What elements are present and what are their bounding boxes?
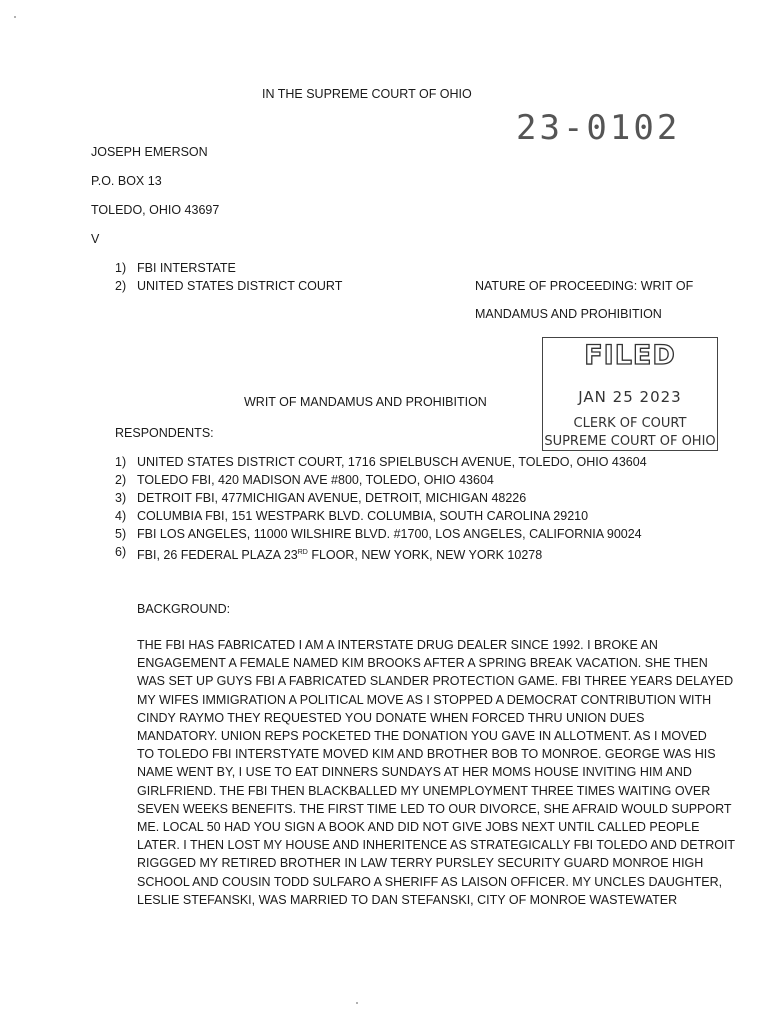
respondent-text: FBI, 26 FEDERAL PLAZA 23 (137, 548, 298, 563)
filed-stamp-clerk: CLERK OF COURT (573, 416, 687, 431)
paragraph-line: GIRLFRIEND. THE FBI THEN BLACKBALLED MY UNEMPLOYMENT THREE TIMES WAITING OVER (137, 783, 711, 798)
petitioner-address-line1: P.O. BOX 13 (91, 174, 162, 188)
nature-of-proceeding-line1: NATURE OF PROCEEDING: WRIT OF (475, 279, 694, 293)
respondent-text: FLOOR, NEW YORK, NEW YORK 10278 (307, 548, 543, 563)
respondents-label: RESPONDENTS: (115, 426, 214, 440)
paragraph-line: ENGAGEMENT A FEMALE NAMED KIM BROOKS AFTER A SPRING BREAK VACATION. SHE THEN (137, 656, 708, 671)
respondent-superscript: RD (297, 549, 308, 556)
respondent-number: 3) (115, 491, 127, 505)
background-paragraph (137, 636, 736, 909)
respondent-number: 5) (115, 527, 127, 541)
versus-label: V (91, 232, 100, 246)
respondent-item: UNITED STATES DISTRICT COURT, 1716 SPIELBUSCH AVENUE, TOLEDO, OHIO 43604 (137, 455, 647, 469)
respondent-item (137, 545, 542, 563)
paragraph-line: SCHOOL AND COUSIN TODD SULFARO A SHERIFF AS LAISON OFFICER. MY UNCLES DAUGHTER, (137, 874, 723, 889)
paragraph-line: LESLIE STEFANSKI, WAS MARRIED TO DAN STEFANSKI, CITY OF MONROE WASTEWATER (137, 892, 678, 907)
paragraph-line: TO TOLEDO FBI INTERSTYATE MOVED KIM AND BROTHER BOB TO MONROE. GEORGE WAS HIS (137, 747, 716, 762)
respondent-number: 1) (115, 455, 127, 469)
paragraph-line: LATER. I THEN LOST MY HOUSE AND INHERITENCE AS STRATEGICALLY FBI TOLEDO AND DETROIT (137, 838, 736, 853)
respondent-item: TOLEDO FBI, 420 MADISON AVE #800, TOLEDO, OHIO 43604 (137, 473, 494, 487)
defendant-number: 1) (115, 261, 127, 275)
defendant-item: FBI INTERSTATE (137, 261, 236, 275)
scan-speck (356, 1002, 358, 1004)
respondent-number: 6) (115, 545, 127, 559)
paragraph-line: WAS SET UP GUYS FBI A FABRICATED SLANDER PROTECTION GAME. FBI THREE YEARS DELAYED (137, 674, 734, 689)
case-number-stamp: 23-0102 (516, 108, 681, 148)
petitioner-address-line2: TOLEDO, OHIO 43697 (91, 203, 220, 217)
defendant-number: 2) (115, 279, 127, 293)
respondent-item: FBI LOS ANGELES, 11000 WILSHIRE BLVD. #1700, LOS ANGELES, CALIFORNIA 90024 (137, 527, 642, 541)
nature-of-proceeding-line2: MANDAMUS AND PROHIBITION (475, 307, 662, 321)
paragraph-line: SEVEN WEEKS BENEFITS. THE FIRST TIME LED TO OUR DIVORCE, SHE AFRAID WOULD SUPPORT (137, 801, 732, 816)
paragraph-line: RIGGGED MY RETIRED BROTHER IN LAW TERRY PURSLEY SECURITY GUARD MONROE HIGH (137, 856, 704, 871)
paragraph-line: MY WIFES IMMIGRATION A POLITICAL MOVE AS I STOPPED A DEMOCRAT CONTRIBUTION WITH (137, 692, 712, 707)
petitioner-name: JOSEPH EMERSON (91, 145, 208, 159)
defendant-item: UNITED STATES DISTRICT COURT (137, 279, 343, 293)
paragraph-line: NAME WENT BY, I USE TO EAT DINNERS SUNDAYS AT HER MOMS HOUSE INVITING HIM AND (137, 765, 692, 780)
paragraph-line: MANDATORY. UNION REPS POCKETED THE DONATION YOU GAVE IN ALLOTMENT. AS I MOVED (137, 729, 707, 744)
filed-stamp-date: JAN 25 2023 (578, 388, 682, 406)
respondent-item: DETROIT FBI, 477MICHIGAN AVENUE, DETROIT, MICHIGAN 48226 (137, 491, 527, 505)
filed-stamp-title: FILED (584, 340, 676, 371)
respondent-item: COLUMBIA FBI, 151 WESTPARK BLVD. COLUMBIA, SOUTH CAROLINA 29210 (137, 509, 589, 523)
filed-stamp-court: SUPREME COURT OF OHIO (544, 434, 716, 449)
court-heading: IN THE SUPREME COURT OF OHIO (262, 87, 472, 101)
paragraph-line: ME. LOCAL 50 HAD YOU SIGN A BOOK AND DID NOT GIVE JOBS NEXT UNTIL CALLED PEOPLE (137, 820, 700, 835)
document-title: WRIT OF MANDAMUS AND PROHIBITION (244, 395, 487, 409)
background-heading: BACKGROUND: (137, 602, 231, 616)
respondent-number: 2) (115, 473, 127, 487)
filed-stamp (542, 337, 718, 451)
scan-speck (14, 16, 16, 18)
paragraph-line: CINDY RAYMO THEY REQUESTED YOU DONATE WHEN FORCED THRU UNION DUES (137, 710, 645, 725)
paragraph-line: THE FBI HAS FABRICATED I AM A INTERSTATE DRUG DEALER SINCE 1992. I BROKE AN (137, 638, 658, 652)
respondent-number: 4) (115, 509, 127, 523)
